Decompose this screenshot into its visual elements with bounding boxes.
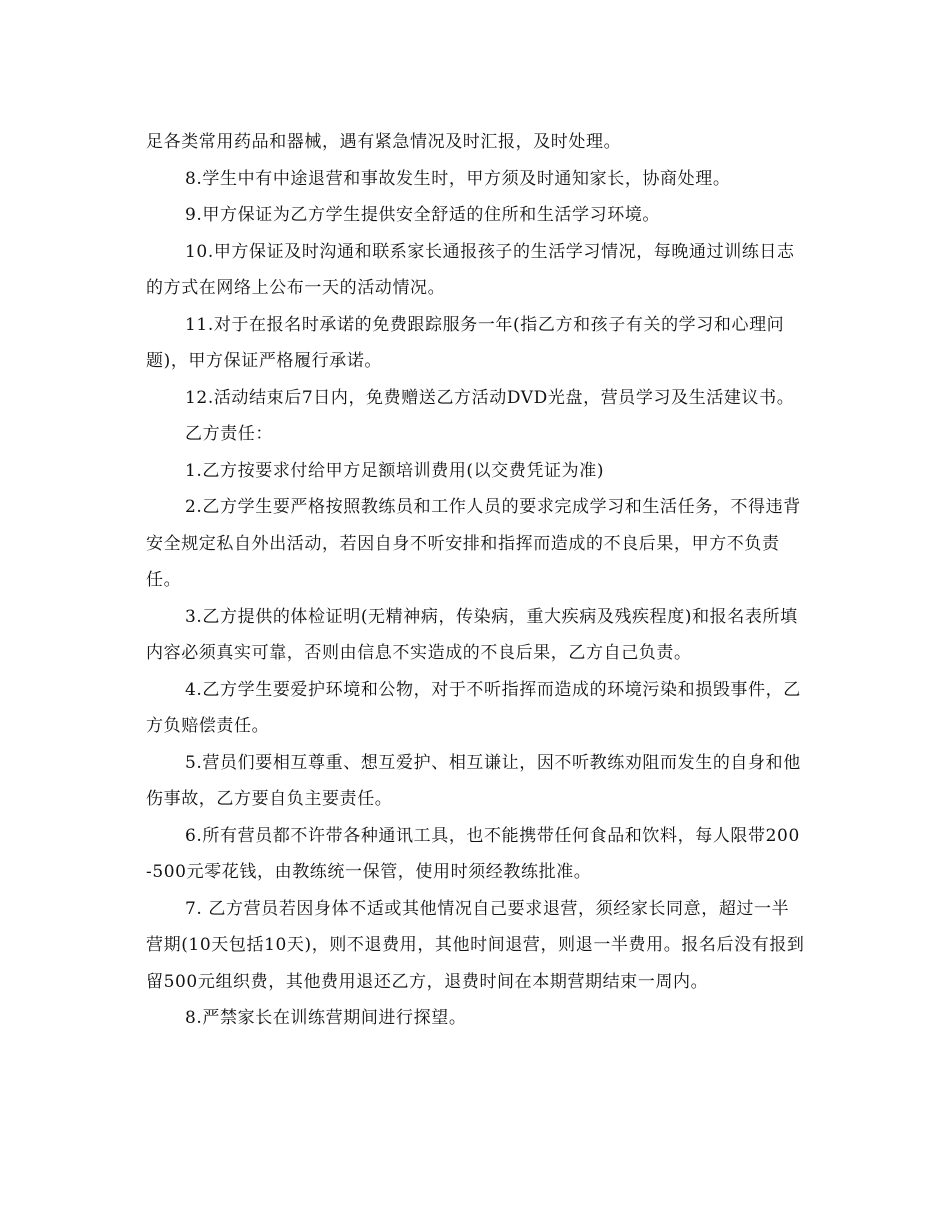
paragraph: 12.活动结束后7日内，免费赠送乙方活动DVD光盘，营员学习及生活建议书。 [185, 387, 795, 408]
paragraph: 4.乙方学生要爱护环境和公物，对于不听指挥而造成的环境污染和损毁事件，乙方负赔偿责任。 [146, 679, 801, 736]
paragraph: 9.甲方保证为乙方学生提供安全舒适的住所和生活学习环境。 [185, 205, 661, 225]
paragraph: 7. 乙方营员若因身体不适或其他情况自己要求退营，须经家长同意，超过一半营期(10天包括10天)，则不退费用，其他时间退营，则退一半费用。报名后没有报到留500元组织费，其他费用退还乙方，退费时间在本期营期结束一周内。 [146, 898, 805, 992]
paragraph: 6.所有营员都不许带各种通讯工具，也不能携带任何食品和饮料，每人限带200 -500元零花钱，由教练统一保管，使用时须经教练批准。 [146, 825, 800, 882]
paragraph: 1.乙方按要求付给甲方足额培训费用(以交费凭证为准) [185, 460, 605, 481]
paragraph: 2.乙方学生要严格按照教练员和工作人员的要求完成学习和生活任务，不得违背安全规定私自外出活动，若因自身不听安排和指挥而造成的不良后果，甲方不负责任。 [146, 497, 801, 590]
paragraph: 乙方责任： [185, 424, 273, 444]
paragraph: 3.乙方提供的体检证明(无精神病，传染病，重大疾病及残疾程度)和报名表所填内容必须真实可靠，否则由信息不实造成的不良后果，乙方自己负责。 [146, 606, 798, 663]
paragraph: 11.对于在报名时承诺的免费跟踪服务一年(指乙方和孩子有关的学习和心理问题)，甲方保证严格履行承诺。 [146, 314, 785, 371]
paragraph: 8.严禁家长在训练营期间进行探望。 [185, 1008, 467, 1028]
paragraph: 5.营员们要相互尊重、想互爱护、相互谦让，因不听教练劝阻而发生的自身和他伤事故，乙方要自负主要责任。 [146, 752, 801, 809]
paragraph: 足各类常用药品和器械，遇有紧急情况及时汇报，及时处理。 [146, 132, 622, 152]
paragraph: 8.学生中有中途退营和事故发生时，甲方须及时通知家长，协商处理。 [185, 168, 731, 189]
paragraph: 10.甲方保证及时沟通和联系家长通报孩子的生活学习情况，每晚通过训练日志的方式在网络上公布一天的活动情况。 [146, 241, 795, 298]
document-body [146, 124, 806, 1037]
